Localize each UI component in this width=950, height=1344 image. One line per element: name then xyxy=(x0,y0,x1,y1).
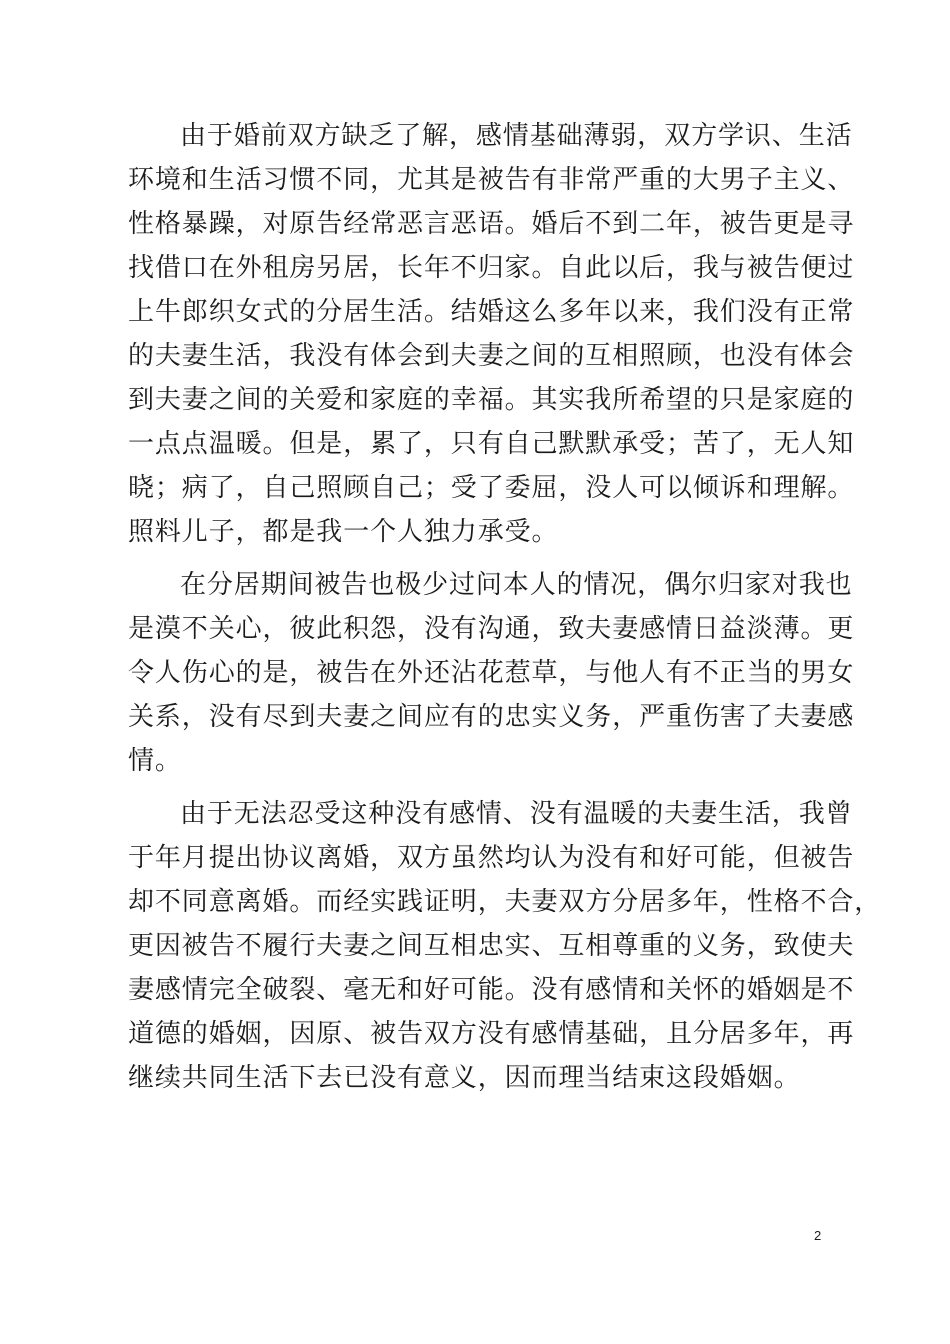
text-line: 在分居期间被告也极少过问本人的情况，偶尔归家对我也 xyxy=(180,570,853,600)
text-line: 找借口在外租房另居，长年不归家。自此以后，我与被告便过 xyxy=(128,253,855,283)
text-line: 道德的婚姻，因原、被告双方没有感情基础，且分居多年，再 xyxy=(128,1019,855,1049)
text-line: 照料儿子，都是我一个人独力承受。 xyxy=(128,517,559,547)
text-line: 的夫妻生活，我没有体会到夫妻之间的互相照顾，也没有体会 xyxy=(128,341,855,371)
text-line: 令人伤心的是，被告在外还沾花惹草，与他人有不正当的男女 xyxy=(128,658,855,688)
text-line: 更因被告不履行夫妻之间互相忠实、互相尊重的义务，致使夫 xyxy=(128,931,855,961)
document-body xyxy=(128,114,882,1100)
text-line: 却不同意离婚。而经实践证明，夫妻双方分居多年，性格不合， xyxy=(128,887,882,917)
paragraph-2 xyxy=(128,563,855,783)
paragraph-spacer xyxy=(128,554,828,563)
text-line: 情。 xyxy=(128,746,182,776)
paragraph-spacer xyxy=(128,783,828,792)
page-number: 2 xyxy=(814,1228,822,1243)
text-line: 环境和生活习惯不同，尤其是被告有非常严重的大男子主义、 xyxy=(128,165,855,195)
text-line: 一点点温暖。但是，累了，只有自己默默承受；苦了，无人知 xyxy=(128,429,855,459)
text-line: 晓；病了，自己照顾自己；受了委屈，没人可以倾诉和理解。 xyxy=(128,473,855,503)
text-line: 妻感情完全破裂、毫无和好可能。没有感情和关怀的婚姻是不 xyxy=(128,975,855,1005)
text-line: 于年月提出协议离婚，双方虽然均认为没有和好可能，但被告 xyxy=(128,843,855,873)
paragraph-3 xyxy=(128,792,882,1100)
text-line: 是漠不关心，彼此积怨，没有沟通，致夫妻感情日益淡薄。更 xyxy=(128,614,855,644)
text-line: 性格暴躁，对原告经常恶言恶语。婚后不到二年，被告更是寻 xyxy=(128,209,855,239)
text-line: 上牛郎织女式的分居生活。结婚这么多年以来，我们没有正常 xyxy=(128,297,855,327)
text-line: 由于婚前双方缺乏了解，感情基础薄弱，双方学识、生活 xyxy=(180,121,853,151)
text-line: 关系，没有尽到夫妻之间应有的忠实义务，严重伤害了夫妻感 xyxy=(128,702,855,732)
paragraph-1 xyxy=(128,114,855,554)
text-line: 到夫妻之间的关爱和家庭的幸福。其实我所希望的只是家庭的 xyxy=(128,385,855,415)
text-line: 由于无法忍受这种没有感情、没有温暖的夫妻生活，我曾 xyxy=(180,799,853,829)
text-line: 继续共同生活下去已没有意义，因而理当结束这段婚姻。 xyxy=(128,1063,801,1093)
